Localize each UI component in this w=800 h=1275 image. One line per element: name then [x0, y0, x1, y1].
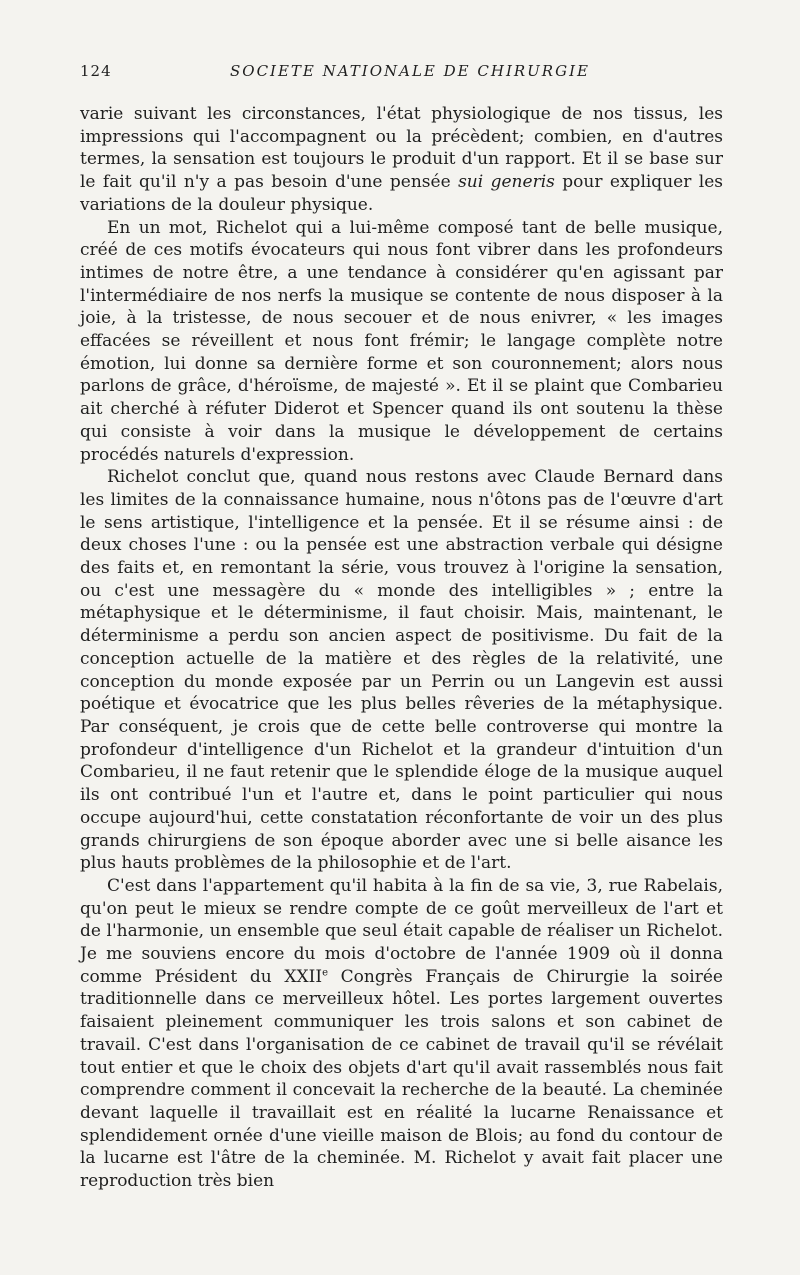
paragraph-2: En un mot, Richelot qui a lui-même composé tant de belle musique, créé de ces motifs évocateurs qui nous font vibrer dans les profondeurs intimes de notre être, a une tendance à considérer qu'en agissant par l'intermédiaire de nos nerfs la musique se contente de nous disposer à la joie, à la tristesse, de nous secouer et de nous enivrer, « les images effacées se réveillent et nous font frémir; le langage complète notre émotion, lui donne sa dernière forme et son couronnement; alors nous parlons de grâce, d'héroïsme, de majesté ». Et il se plaint que Combarieu ait cherché à réfuter Diderot et Spencer quand ils ont soutenu la thèse qui consiste à voir dans la musique le développement de certains procédés naturels d'expression. [80, 217, 723, 465]
page-number: 124 [80, 62, 112, 80]
paragraph-4 [80, 875, 723, 1193]
body-text [80, 103, 723, 1193]
paragraph-4-text-start: C'est dans l'appartement qu'il habita à la fin de sa vie, 3, rue Rabelais, qu'on peut le mieux se rendre compte de ce goût merveilleux de l'art et de l'harmonie, un ensemble que seul était capable de réaliser un Richelot. Je me souviens encore du mois d'octobre de l'année 1909 où il donna comme Président du XXII [80, 875, 723, 987]
paragraph-1-text-end: pour expliquer les variations de la douleur physique. [80, 172, 723, 215]
paragraph-1-text-start: varie suivant les circonstances, l'état physiologique de nos tissus, les impressions qui l'accompagnent ou la précèdent; combien, en d'autres termes, la sensation est toujours le produit d'un rapport. Et il se base sur le fait qu'il n'y a pas besoin d'une pensée [80, 104, 723, 193]
latin-phrase: sui generis [458, 172, 555, 193]
paragraph-3: Richelot conclut que, quand nous restons avec Claude Bernard dans les limites de la connaissance humaine, nous n'ôtons pas de l'œuvre d'art le sens artistique, l'intelligence et la pensée. Et il se résume ainsi : de deux choses l'une : ou la pensée est une abstraction verbale qui désigne des faits et, en remontant la série, vous trouvez à l'origine la sensation, ou c'est une messagère du « monde des intelligibles » ; entre la métaphysique et le déterminisme, il faut choisir. Mais, maintenant, le déterminisme a perdu son ancien aspect de positivisme. Du fait de la conception actuelle de la matière et des règles de la relativité, une conception du monde exposée par un Perrin ou un Langevin est aussi poétique et évocatrice que les plus belles rêveries de la métaphysique. Par conséquent, je crois que de cette belle controverse qui montre la profondeur d'intelligence d'un Richelot et la grandeur d'intuition d'un Combarieu, il ne faut retenir que le splendide éloge de la musique auquel ils ont contribué l'un et l'autre et, dans le point particulier qui nous occupe aujourd'hui, cette constatation réconfortante de voir un des plus grands chirurgiens de son époque aborder avec une si belle aisance les plus hauts problèmes de la philosophie et de l'art. [80, 467, 723, 874]
paragraph-4-text-end: Congrès Français de Chirurgie la soirée traditionnelle dans ce merveilleux hôtel. Les portes largement ouvertes faisaient pleinement communiquer les trois salons et son cabinet de travail. C'est dans l'organisation de ce cabinet de travail qu'il se révélait tout entier et que le choix des objets d'art qu'il avait rassemblés nous fait comprendre comment il concevait la recherche de la beauté. La cheminée devant laquelle il travaillait est en réalité la lucarne Renaissance et splendidement ornée d'une vieille maison de Blois; au fond du contour de la lucarne est l'âtre de la cheminée. M. Richelot y avait fait placer une reproduction très bien [80, 966, 723, 1192]
paragraph-1 [80, 103, 723, 217]
ordinal-superscript: e [322, 967, 328, 979]
journal-title: SOCIETE NATIONALE DE CHIRURGIE [230, 62, 590, 80]
running-head [80, 62, 720, 84]
